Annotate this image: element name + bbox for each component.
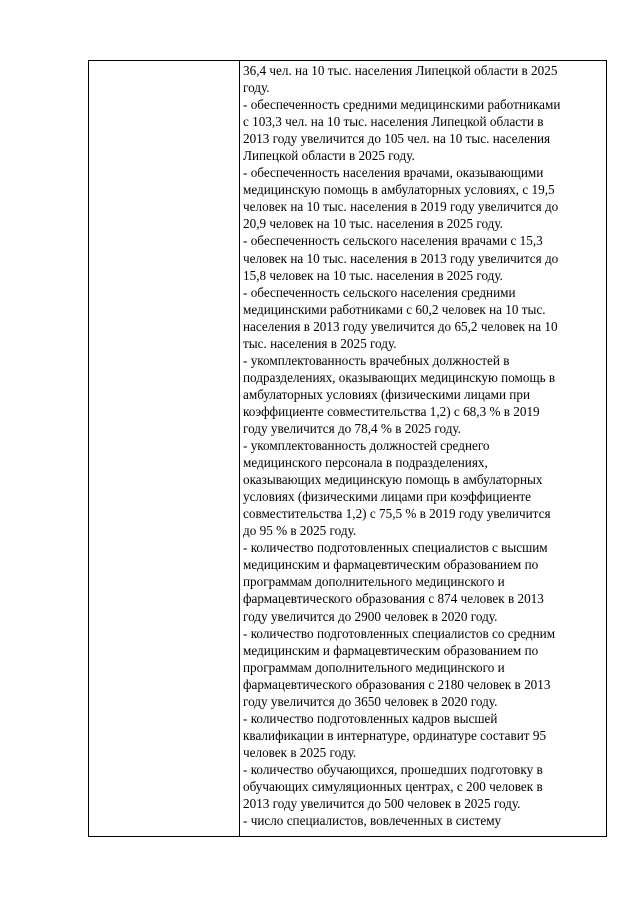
text-line: году увеличится до 78,4 % в 2025 году. xyxy=(243,420,461,436)
text-line: оказывающих медицинскую помощь в амбулаторных xyxy=(243,472,543,488)
document-table xyxy=(88,60,607,837)
text-line: году увеличится до 2900 человек в 2020 году. xyxy=(243,608,498,624)
text-line: 2013 году увеличится до 105 чел. на 10 тыс. населения xyxy=(243,131,551,147)
text-line: амбулаторных условиях (физическими лицами при xyxy=(243,386,531,402)
text-line: - количество подготовленных специалистов с высшим xyxy=(243,540,548,556)
text-line: году. xyxy=(243,80,270,96)
text-line: - укомплектованность должностей среднего xyxy=(243,438,490,454)
text-line: человек в 2025 году. xyxy=(243,744,357,760)
indicator-text xyxy=(240,61,606,829)
text-line: медицинскими работниками с 60,2 человек на 10 тыс. xyxy=(243,301,546,317)
text-line: до 95 % в 2025 году. xyxy=(243,523,357,539)
text-line: тыс. населения в 2025 году. xyxy=(243,335,397,351)
text-line: квалификации в интернатуре, ординатуре составит 95 xyxy=(243,727,547,743)
text-line: коэффициенте совместительства 1,2) с 68,3 % в 2019 xyxy=(243,403,540,419)
text-line: - укомплектованность врачебных должностей в xyxy=(243,352,510,368)
text-line: - обеспеченность сельского населения средними xyxy=(243,284,516,300)
text-line: с 103,3 чел. на 10 тыс. населения Липецкой области в xyxy=(243,114,544,130)
text-line: совместительства 1,2) с 75,5 % в 2019 году увеличится xyxy=(243,506,551,522)
text-line: - количество обучающихся, прошедших подготовку в xyxy=(243,761,543,777)
text-line: - обеспеченность населения врачами, оказывающими xyxy=(243,165,544,181)
left-cell xyxy=(89,61,240,837)
text-line: человек на 10 тыс. населения в 2013 году увеличится до xyxy=(243,250,559,266)
text-line: - обеспеченность средними медицинскими работниками xyxy=(243,97,561,113)
text-line: медицинским и фармацевтическим образованием по xyxy=(243,642,539,658)
text-line: программам дополнительного медицинского и xyxy=(243,659,505,675)
text-line: человек на 10 тыс. населения в 2019 году увеличится до xyxy=(243,199,559,215)
text-line: - обеспеченность сельского населения врачами с 15,3 xyxy=(243,233,543,249)
text-line: медицинскую помощь в амбулаторных условиях, с 19,5 xyxy=(243,182,555,198)
text-line: году увеличится до 3650 человек в 2020 году. xyxy=(243,693,498,709)
text-line: 36,4 чел. на 10 тыс. населения Липецкой области в 2025 xyxy=(243,63,558,78)
table-row xyxy=(89,61,607,837)
text-line: фармацевтического образования с 874 человек в 2013 xyxy=(243,591,544,607)
text-line: 2013 году увеличится до 500 человек в 2025 году. xyxy=(243,796,521,812)
text-line: - число специалистов, вовлеченных в систему xyxy=(243,813,502,829)
text-line: программам дополнительного медицинского и xyxy=(243,574,505,590)
text-line: населения в 2013 году увеличится до 65,2 человек на 10 xyxy=(243,318,558,334)
right-cell xyxy=(240,61,607,837)
text-line: - количество подготовленных кадров высшей xyxy=(243,710,498,726)
text-line: 20,9 человек на 10 тыс. населения в 2025 году. xyxy=(243,216,503,232)
text-line: фармацевтического образования с 2180 человек в 2013 xyxy=(243,676,551,692)
text-line: обучающих симуляционных центрах, с 200 человек в xyxy=(243,778,543,794)
text-line: медицинского персонала в подразделениях, xyxy=(243,455,488,471)
text-line: медицинским и фармацевтическим образованием по xyxy=(243,557,539,573)
text-line: - количество подготовленных специалистов со средним xyxy=(243,625,556,641)
text-line: условиях (физическими лицами при коэффициенте xyxy=(243,489,531,505)
text-line: 15,8 человек на 10 тыс. населения в 2025 году. xyxy=(243,267,503,283)
text-line: Липецкой области в 2025 году. xyxy=(243,148,415,164)
text-line: подразделениях, оказывающих медицинскую помощь в xyxy=(243,369,556,385)
